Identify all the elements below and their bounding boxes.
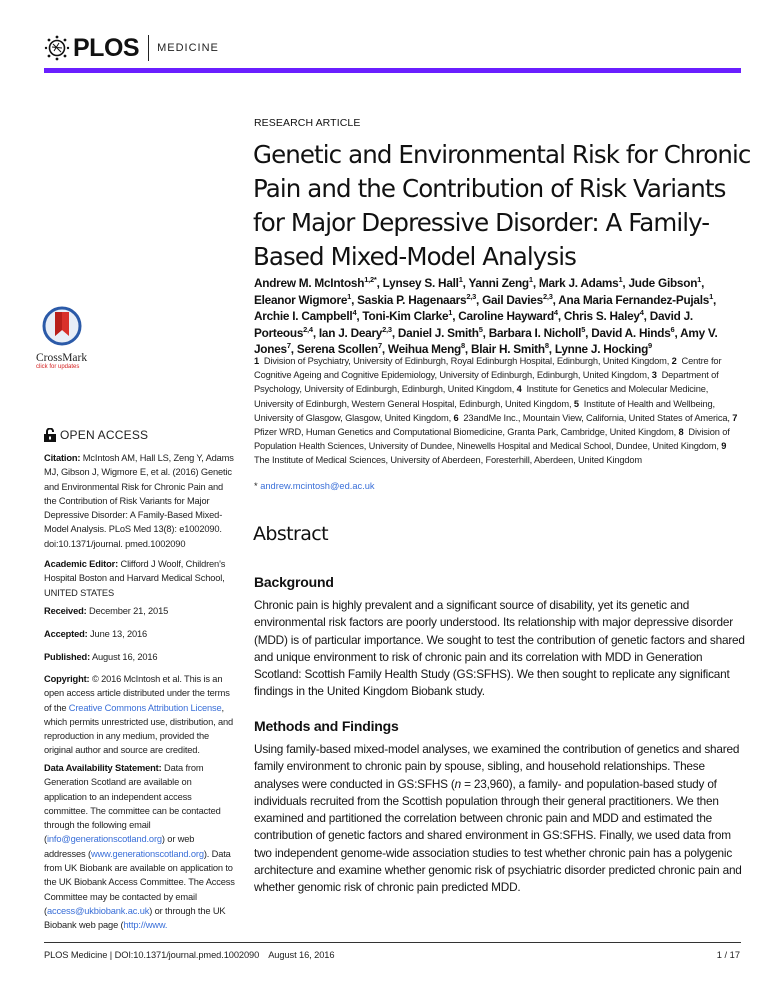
author-affiliation-marker: 8 bbox=[544, 341, 549, 351]
copyright-text-end: , which permits unrestricted use, distribution, and reproduction in any medium, provided the original author and source are credited. bbox=[44, 702, 234, 756]
author-affiliation-marker: 4 bbox=[352, 308, 357, 318]
author-name: Jude Gibson$^1$ bbox=[628, 275, 702, 290]
data-availability-text: Data from Generation Scotland are available on application to an independent access committee. The committee can be contacted through the following email ( bbox=[44, 763, 221, 845]
affiliation-text: 23andMe Inc., Mountain View, California, United States of America, bbox=[458, 412, 733, 423]
received-date: December 21, 2015 bbox=[89, 606, 169, 616]
data-availability-block bbox=[44, 761, 236, 933]
author-name: Daniel J. Smith$^5$ bbox=[397, 324, 483, 340]
author-name: Weihua Meng$^8$ bbox=[387, 341, 465, 357]
author-affiliation-marker: 1 bbox=[448, 308, 453, 318]
editor-label: Academic Editor: bbox=[44, 559, 119, 569]
affiliation-text: Division of Psychiatry, University of Edinburgh, Royal Edinburgh Hospital, Edinburgh, United Kingdom, bbox=[259, 356, 672, 366]
author-name: Saskia P. Hagenaars$^{2,3}$ bbox=[357, 291, 476, 307]
abstract-heading: Abstract bbox=[253, 523, 328, 545]
methods-text-part: = 23,960), a family- and population-based study of individuals recruited from the Scottish population through their general practitioners. We then examined and partitioned the correlation between chronic pain and MDD and estimated the contribution of genetic factors and shared environment in GS:SFHS. Finally, we used data from two independent genome-wide association studies to test whether chronic pain has a polygenic architecture and examine whether genomic risk of psychiatric disorder predicted chronic pain and whether genomic risk of chronic pain predicted MDD. bbox=[254, 776, 742, 895]
author-name: Amy V. Jones$^7$ bbox=[254, 325, 718, 357]
author-affiliation-marker: 8 bbox=[460, 341, 465, 351]
author-name: Eleanor Wigmore$^1$ bbox=[254, 291, 352, 307]
published-block bbox=[44, 650, 236, 664]
academic-editor-block bbox=[44, 557, 236, 600]
crossmark-badge[interactable] bbox=[36, 306, 88, 370]
footer-rule bbox=[44, 942, 741, 943]
author-name: David J. Porteous$^{2,4}$ bbox=[254, 309, 693, 340]
ukb-email-link[interactable]: access@ukbiobank.ac.uk bbox=[46, 905, 150, 916]
author-affiliation-marker: 4 bbox=[553, 308, 558, 318]
plos-logo[interactable] bbox=[44, 34, 219, 62]
methods-text-italic: n bbox=[454, 776, 462, 791]
affiliation-number: 2 bbox=[671, 356, 677, 366]
affiliation-number: 1 bbox=[254, 356, 260, 366]
author-affiliation-marker: 5 bbox=[478, 324, 483, 334]
author-name: Caroline Hayward$^4$ bbox=[458, 308, 558, 324]
header-accent-rule bbox=[44, 68, 741, 73]
published-label: Published: bbox=[44, 652, 91, 662]
affiliations bbox=[254, 354, 744, 468]
open-access-badge bbox=[44, 428, 148, 442]
affiliation-text: Division of Population Health Sciences, University of Dundee, Ninewells Hospital and Medical School, Dundee, United Kingdom, bbox=[254, 427, 730, 452]
accepted-block bbox=[44, 627, 236, 641]
gs-email-link[interactable]: info@generationscotland.org bbox=[46, 834, 162, 845]
author-name: Chris S. Haley$^4$ bbox=[563, 308, 644, 324]
citation-block bbox=[44, 451, 236, 551]
author-affiliation-marker: 1 bbox=[697, 275, 702, 284]
crossmark-icon bbox=[42, 306, 82, 346]
footer-date: August 16, 2016 bbox=[268, 950, 335, 960]
author-name: Barbara I. Nicholl$^5$ bbox=[488, 324, 586, 340]
accepted-label: Accepted: bbox=[44, 629, 88, 639]
author-name: Gail Davies$^{2,3}$ bbox=[482, 291, 553, 307]
affiliation-number: 4 bbox=[516, 384, 522, 395]
data-availability-text: ) or through the UK Biobank web page ( bbox=[44, 905, 226, 931]
open-access-label: OPEN ACCESS bbox=[60, 428, 149, 442]
page-number: 1 / 17 bbox=[716, 950, 740, 960]
affiliation-number: 8 bbox=[678, 427, 684, 438]
gs-website-link[interactable]: www.generationscotland.org bbox=[90, 848, 204, 859]
methods-text bbox=[254, 741, 746, 897]
author-affiliation-marker: 1,2* bbox=[364, 275, 377, 284]
methods-heading: Methods and Findings bbox=[254, 718, 399, 734]
author-affiliation-marker: 7 bbox=[286, 341, 291, 351]
citation-label: Citation: bbox=[44, 453, 81, 463]
data-availability-text: ). Data from UK Biobank are available on application to the UK Biobank Access Committee. The Access Committee may be contacted by email ( bbox=[44, 848, 235, 916]
author-affiliation-marker: 1 bbox=[618, 275, 623, 284]
plos-globe-icon bbox=[44, 35, 70, 61]
received-label: Received: bbox=[44, 606, 87, 616]
background-heading: Background bbox=[254, 574, 334, 590]
author-name: Toni-Kim Clarke$^1$ bbox=[362, 308, 453, 324]
editor-text: Clifford J Woolf, Children's Hospital Boston and Harvard Medical School, UNITED STATES bbox=[44, 559, 226, 598]
affiliation-text: Centre for Cognitive Ageing and Cognitive Epidemiology, University of Edinburgh, Edinburgh, United Kingdom, bbox=[254, 356, 722, 381]
affiliation-number: 6 bbox=[453, 412, 459, 423]
received-block bbox=[44, 604, 236, 618]
article-type: RESEARCH ARTICLE bbox=[254, 117, 361, 129]
crossmark-sublabel[interactable]: click for updates bbox=[36, 364, 80, 370]
affiliation-text: Department of Psychology, University of Edinburgh, Edinburgh, United Kingdom, bbox=[254, 370, 719, 395]
affiliation-text: Institute of Health and Wellbeing, University of Glasgow, Glasgow, United Kingdom, bbox=[254, 398, 715, 423]
author-affiliation-marker: 2,3 bbox=[466, 291, 476, 301]
data-availability-label: Data Availability Statement: bbox=[44, 763, 162, 773]
author-name: Yanni Zeng$^1$ bbox=[468, 275, 533, 290]
journal-name: MEDICINE bbox=[157, 42, 219, 54]
author-name: Mark J. Adams$^1$ bbox=[538, 275, 623, 290]
author-name: Ana Maria Fernandez-Pujals$^1$ bbox=[558, 291, 714, 307]
author-list: Andrew M. McIntosh$^{1,2*}$, Lynsey S. Hall$^1$, Yanni Zeng$^1$, Mark J. Adams$^1$, Jude Gibson$^1$, Eleanor Wigmore$^1$, Saskia P. Hagenaars$^{2,3}$, Gail Davies$^{2,3}$, Ana Maria Fernandez-Pujals$^1$, Archie I. Campbell$^4$, Toni-Kim Clarke$^1$, Caroline Hayward$^4$, Chris S. Haley$^4$, David J. Porteous$^{2,4}$, Ian J. Deary$^{2,3}$, Daniel J. Smith$^5$, Barbara I. Nicholl$^5$, David A. Hinds$^6$, Amy V. Jones$^7$, Serena Scollen$^7$, Weihua Meng$^8$, Blair H. Smith$^8$, Lynne J. Hocking$^9$ bbox=[254, 275, 718, 357]
author-affiliation-marker: 1 bbox=[458, 275, 463, 284]
author-affiliation-marker: 2,3 bbox=[382, 324, 392, 334]
affiliation-number: 3 bbox=[651, 370, 657, 381]
author-affiliation-marker: 2,3 bbox=[542, 291, 553, 301]
crossmark-label: CrossMark bbox=[36, 352, 88, 364]
published-date: August 16, 2016 bbox=[91, 652, 158, 662]
affiliation-text: Pfizer WRD, Human Genetics and Computational Biomedicine, Granta Park, Cambridge, United Kingdom, bbox=[254, 412, 740, 438]
affiliation-number: 5 bbox=[573, 398, 579, 409]
logo-divider bbox=[148, 35, 149, 61]
citation-text: McIntosh AM, Hall LS, Zeng Y, Adams MJ, Gibson J, Wigmore E, et al. (2016) Genetic and Environmental Risk for Chronic Pain and the Contribution of Risk Variants for Major Depressive Disorder: A Family-Based Mixed-Model Analysis. PLoS Med 13(8): e1002090. doi:10.1371/journal. pmed.1002090 bbox=[44, 453, 234, 549]
author-affiliation-marker: 1 bbox=[347, 291, 352, 301]
article-title: Genetic and Environmental Risk for Chronic Pain and the Contribution of Risk Variants for Major Depressive Disorder: A Family-Based Mixed-Model Analysis bbox=[253, 140, 751, 271]
corresponding-email-link[interactable]: andrew.mcintosh@ed.ac.uk bbox=[260, 481, 375, 491]
author-affiliation-marker: 4 bbox=[639, 308, 644, 318]
author-name: Ian J. Deary$^{2,3}$ bbox=[318, 324, 392, 340]
author-name: Lynsey S. Hall$^1$ bbox=[382, 275, 463, 290]
affiliation-number: 7 bbox=[732, 412, 738, 423]
author-name: Blair H. Smith$^8$ bbox=[470, 341, 549, 357]
author-name: Archie I. Campbell$^4$ bbox=[254, 308, 357, 324]
accepted-date: June 13, 2016 bbox=[90, 629, 148, 639]
author-affiliation-marker: 5 bbox=[581, 324, 586, 334]
cc-license-link[interactable]: Creative Commons Attribution License bbox=[68, 702, 222, 713]
publisher-name: PLOS bbox=[73, 33, 140, 62]
author-affiliation-marker: 1 bbox=[528, 275, 533, 284]
affiliation-text: Institute for Genetics and Molecular Medicine, University of Edinburgh, Western General Hospital, Edinburgh, United Kingdom, bbox=[254, 384, 709, 409]
copyright-text: © 2016 McIntosh et al. This is an open access article distributed under the terms of the bbox=[44, 674, 230, 713]
author-name: Lynne J. Hocking$^9$ bbox=[554, 341, 652, 357]
background-text: Chronic pain is highly prevalent and a significant source of disability, yet its genetic and environmental risk factors are poorly understood. Its relationship with major depressive disorder (MDD) is of particular importance. We sought to test the contribution of genetic factors and shared and unique environment to risk of chronic pain and its correlation with MDD in Generation Scotland: Scottish Family Health Study (GS:SFHS). We then sought to replicate any significant findings in the United Kingdom Biobank study. bbox=[254, 598, 745, 699]
author-name: Andrew M. McIntosh$^{1,2*}$ bbox=[254, 275, 377, 290]
author-affiliation-marker: 6 bbox=[670, 324, 675, 334]
author-name: David A. Hinds$^6$ bbox=[591, 324, 675, 340]
open-lock-icon bbox=[44, 428, 56, 442]
corresponding-marker: * bbox=[254, 481, 258, 491]
data-availability-text: ) or web addresses ( bbox=[44, 834, 195, 859]
author-affiliation-marker: 1 bbox=[709, 291, 714, 301]
copyright-block bbox=[44, 672, 236, 758]
copyright-label: Copyright: bbox=[44, 674, 90, 684]
methods-text-part: Using family-based mixed-model analyses, we examined the contribution of genetics and shared family environment to chronic pain by spouse, sibling, and household relationships. These analyses were conducted in GS:SFHS ( bbox=[254, 742, 740, 791]
corresponding-author bbox=[254, 481, 375, 491]
footer-journal-doi: PLOS Medicine | DOI:10.1371/journal.pmed.1002090 bbox=[44, 950, 260, 960]
affiliation-number: 9 bbox=[721, 441, 727, 452]
author-affiliation-marker: 2,4 bbox=[303, 324, 313, 334]
affiliation-text: The Institute of Medical Sciences, University of Aberdeen, Foresterhill, Aberdeen, United Kingdom bbox=[254, 441, 729, 466]
ukb-website-link[interactable]: http://www. bbox=[123, 920, 168, 931]
author-name: Serena Scollen$^7$ bbox=[296, 341, 382, 357]
footer-citation bbox=[44, 950, 334, 960]
author-affiliation-marker: 7 bbox=[377, 341, 382, 351]
author-affiliation-marker: 9 bbox=[648, 341, 652, 351]
